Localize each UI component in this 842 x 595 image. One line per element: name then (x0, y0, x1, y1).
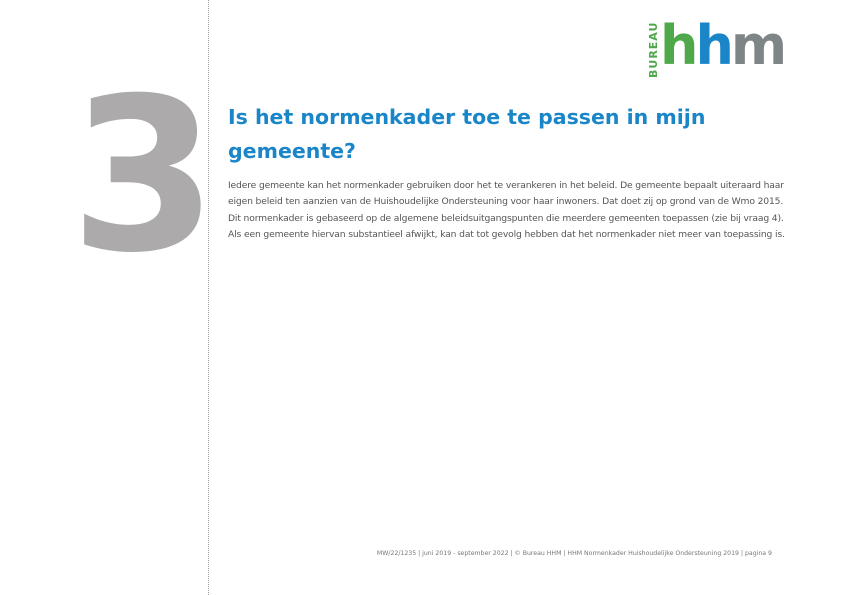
page-title: Is het normenkader toe te passen in mijn gemeente? (228, 105, 706, 163)
logo-letter-h-green: h (660, 14, 696, 77)
page-footer: MW/22/1235 | juni 2019 - september 2022 | © Bureau HHM | HHM Normenkader Huishoudelijke Ondersteuning 2019 | pagina 9 (376, 550, 772, 557)
body-paragraph: Iedere gemeente kan het normenkader gebruiken door het te verankeren in het beleid. De gemeente bepaalt uiteraard haar eigen beleid ten aanzien van de Huishoudelijke Ondersteuning voor haar inwoners. Dat doet zij op grond van de Wmo 2015. Dit normenkader is gebaseerd op de algemene beleidsuitgangspunten die meerdere gemeenten toepassen (zie bij vraag 4). Als een gemeente hiervan substantieel afwijkt, kan dat tot gevolg hebben dat het normenkader niet meer van toepassing is. (228, 180, 785, 241)
logo-letter-h-blue: h (695, 14, 731, 77)
chapter-number: 3 (70, 52, 214, 299)
logo-hhm-wordmark (660, 16, 784, 76)
logo-letter-m-gray: m (730, 14, 785, 77)
logo-bureau-text: BUREAU (647, 21, 660, 78)
bureau-hhm-logo (647, 14, 785, 78)
